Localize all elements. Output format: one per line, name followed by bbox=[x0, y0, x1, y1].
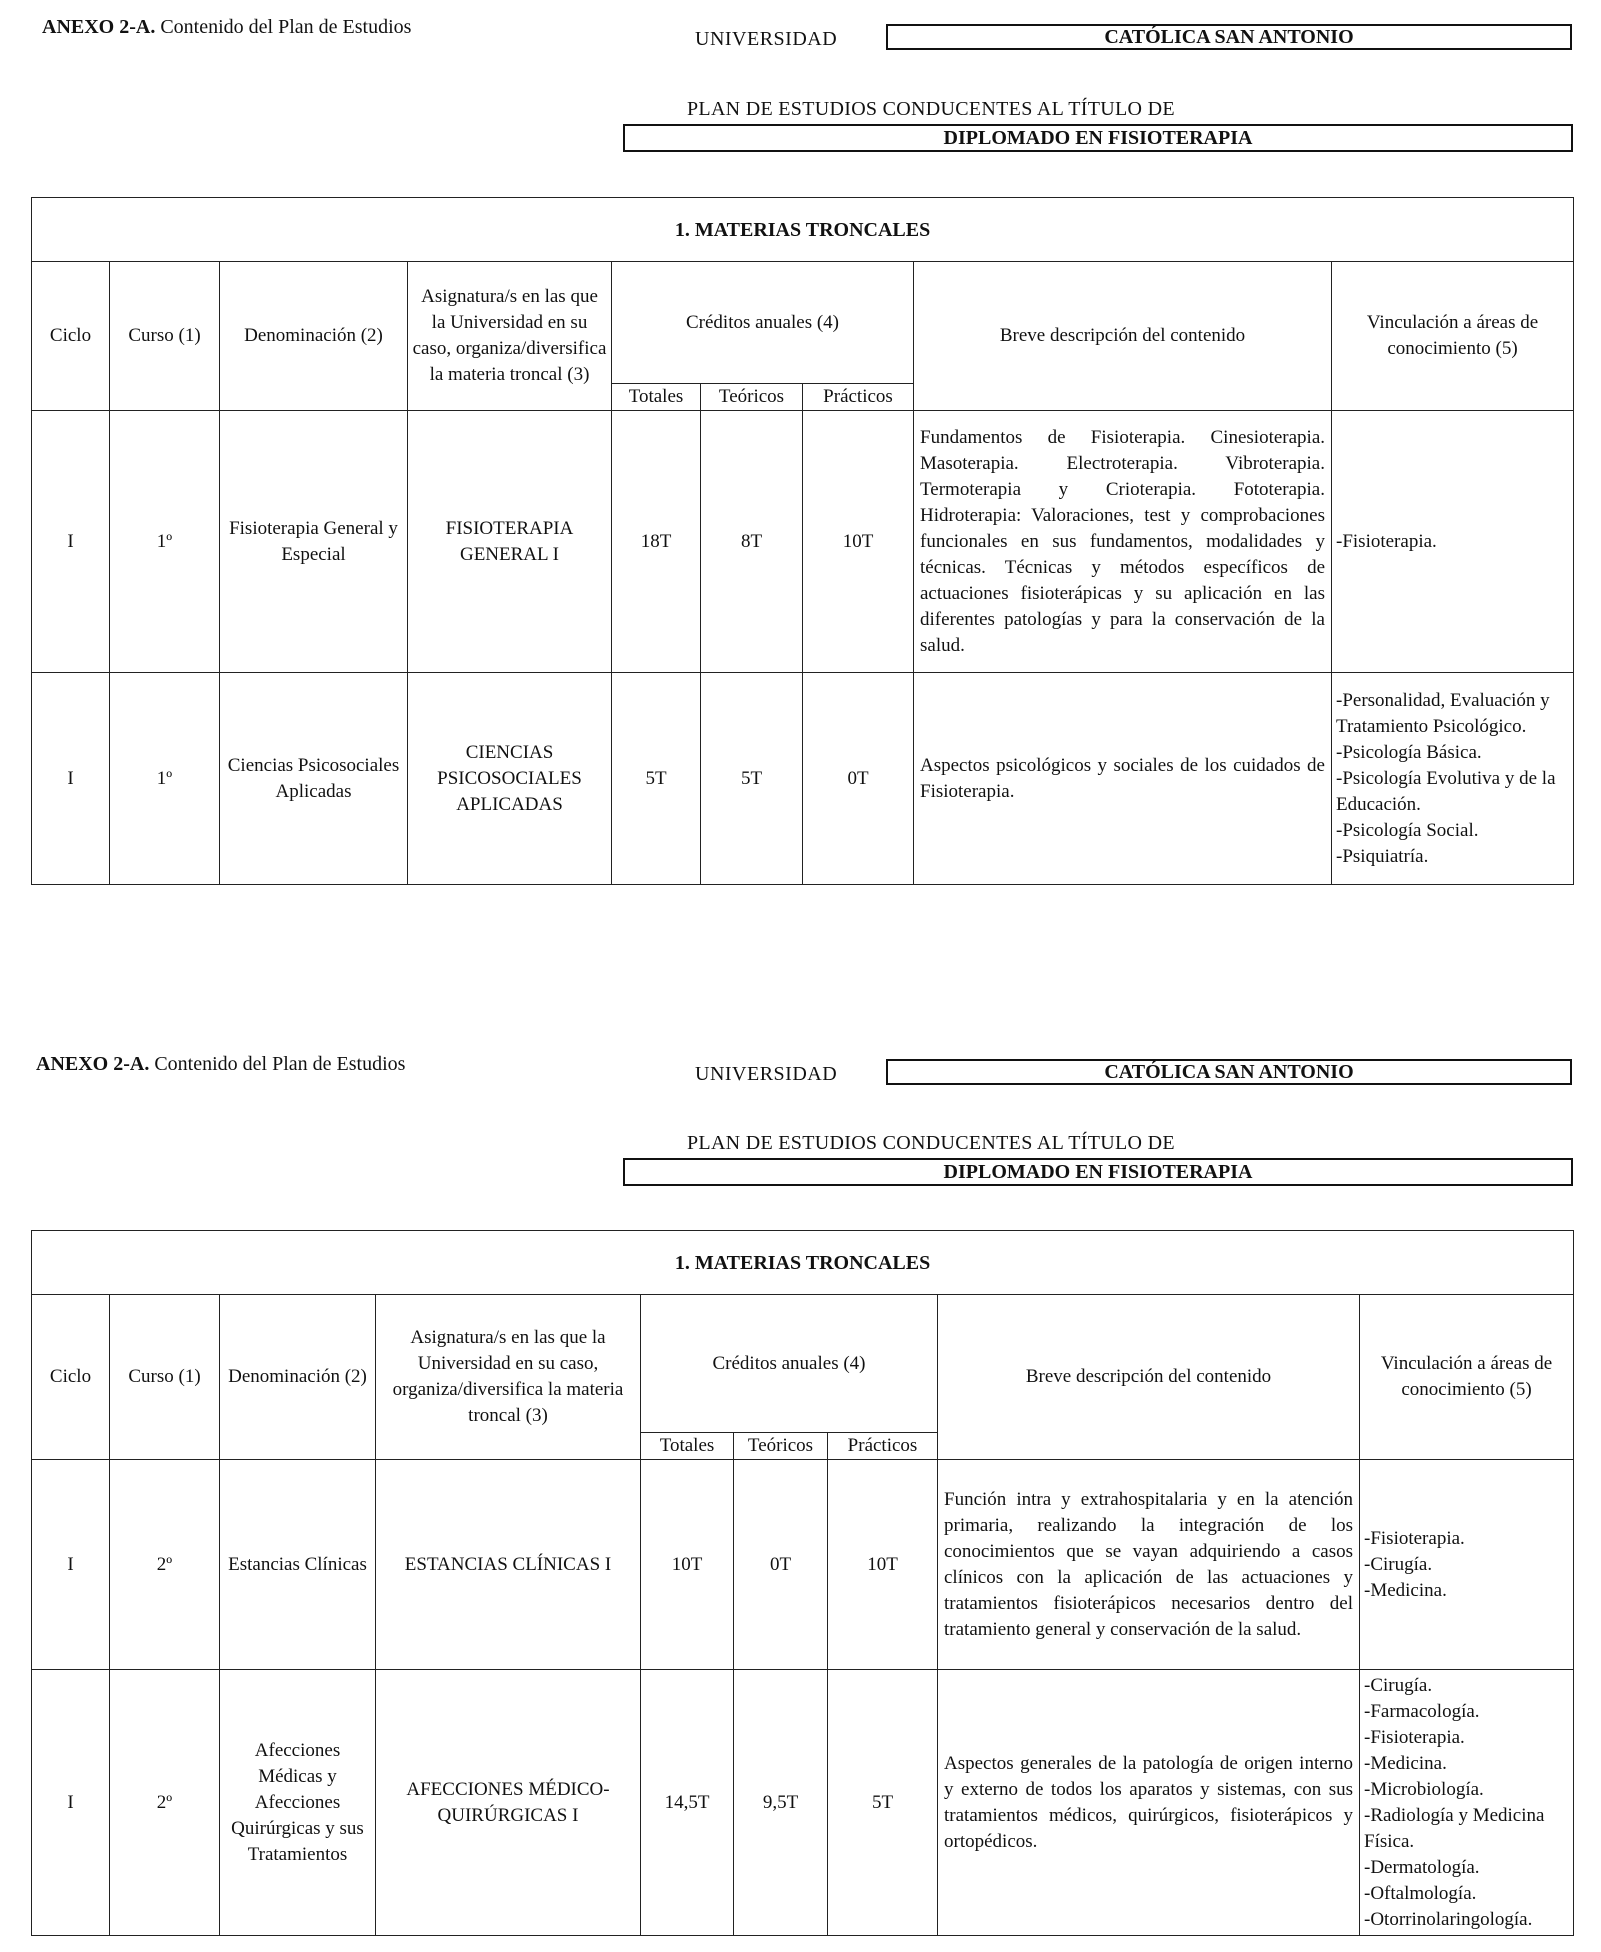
cell-curso: 2º bbox=[110, 1670, 220, 1936]
vinculacion-item: -Psicología Básica. bbox=[1336, 741, 1482, 763]
universidad-name: CATÓLICA SAN ANTONIO bbox=[886, 1059, 1572, 1085]
cell-vinculacion bbox=[1332, 411, 1574, 673]
universidad-label: UNIVERSIDAD bbox=[695, 28, 838, 50]
vinculacion-item: -Otorrinolaringología. bbox=[1364, 1908, 1533, 1930]
vinculacion-item: -Psiquiatría. bbox=[1336, 845, 1429, 867]
vinculacion-item: -Farmacología. bbox=[1364, 1700, 1480, 1722]
header-creditos: Créditos anuales (4) bbox=[641, 1295, 938, 1433]
header-practicos: Prácticos bbox=[828, 1433, 938, 1460]
header-practicos: Prácticos bbox=[803, 384, 914, 411]
vinculacion-item: -Oftalmología. bbox=[1364, 1882, 1477, 1904]
vinculacion-item: -Medicina. bbox=[1364, 1752, 1447, 1774]
anexo-bold: ANEXO 2-A. bbox=[36, 1053, 150, 1075]
plan-label: PLAN DE ESTUDIOS CONDUCENTES AL TÍTULO DE bbox=[687, 1132, 1175, 1154]
materias-table bbox=[31, 197, 1574, 885]
cell-teoricos: 5T bbox=[701, 673, 803, 885]
cell-descripcion: Aspectos psicológicos y sociales de los cuidados de Fisioterapia. bbox=[914, 673, 1332, 885]
cell-curso: 1º bbox=[110, 411, 220, 673]
vinculacion-item: -Dermatología. bbox=[1364, 1856, 1480, 1878]
cell-practicos: 5T bbox=[828, 1670, 938, 1936]
cell-ciclo: I bbox=[32, 411, 110, 673]
vinculacion-item: -Microbiología. bbox=[1364, 1778, 1484, 1800]
header-ciclo: Ciclo bbox=[32, 1295, 110, 1460]
header-teoricos: Teóricos bbox=[734, 1433, 828, 1460]
cell-denominacion: Ciencias Psicosociales Aplicadas bbox=[220, 673, 408, 885]
header-curso: Curso (1) bbox=[110, 1295, 220, 1460]
cell-denominacion: Fisioterapia General y Especial bbox=[220, 411, 408, 673]
vinculacion-item: -Medicina. bbox=[1364, 1579, 1447, 1601]
cell-practicos: 10T bbox=[828, 1460, 938, 1670]
cell-denominacion: Afecciones Médicas y Afecciones Quirúrgicas y sus Tratamientos bbox=[220, 1670, 376, 1936]
header-asignatura: Asignatura/s en las que la Universidad en su caso, organiza/diversifica la materia troncal (3) bbox=[376, 1295, 641, 1460]
cell-practicos: 10T bbox=[803, 411, 914, 673]
vinculacion-item: -Psicología Social. bbox=[1336, 819, 1479, 841]
header-denominacion: Denominación (2) bbox=[220, 1295, 376, 1460]
vinculacion-item: -Fisioterapia. bbox=[1364, 1527, 1465, 1549]
header-descripcion: Breve descripción del contenido bbox=[914, 262, 1332, 411]
anexo-heading bbox=[36, 1053, 405, 1076]
vinculacion-item: -Personalidad, Evaluación y Tratamiento Psicológico. bbox=[1336, 689, 1550, 737]
anexo-rest: Contenido del Plan de Estudios bbox=[155, 16, 412, 38]
header-denominacion: Denominación (2) bbox=[220, 262, 408, 411]
section-title: 1. MATERIAS TRONCALES bbox=[32, 198, 1574, 262]
cell-descripcion: Función intra y extrahospitalaria y en la atención primaria, realizando la integración de los conocimientos que se vayan adquiriendo a casos clínicos con la aplicación de las actuaciones y tratamientos fisioterápicos necesarios dentro del tratamiento general y conservación de la salud. bbox=[938, 1460, 1360, 1670]
cell-totales: 10T bbox=[641, 1460, 734, 1670]
vinculacion-item: -Fisioterapia. bbox=[1364, 1726, 1465, 1748]
header-creditos: Créditos anuales (4) bbox=[612, 262, 914, 384]
cell-curso: 2º bbox=[110, 1460, 220, 1670]
cell-vinculacion bbox=[1360, 1460, 1574, 1670]
titulo-box: DIPLOMADO EN FISIOTERAPIA bbox=[623, 124, 1573, 152]
cell-ciclo: I bbox=[32, 1670, 110, 1936]
materias-table bbox=[31, 1230, 1574, 1936]
cell-descripcion: Fundamentos de Fisioterapia. Cinesioterapia. Masoterapia. Electroterapia. Vibroterapia. Termoterapia y Crioterapia. Fototerapia. Hidroterapia: Valoraciones, test y comprobaciones funcionales en sus fundamentos, modalidades y técnicas. Técnicas y métodos específicos de actuaciones fisioterápicas y su aplicación en las diferentes patologías y para la conservación de la salud. bbox=[914, 411, 1332, 673]
cell-totales: 18T bbox=[612, 411, 701, 673]
table-row bbox=[32, 1460, 1574, 1670]
plan-label: PLAN DE ESTUDIOS CONDUCENTES AL TÍTULO DE bbox=[687, 98, 1175, 120]
section-title: 1. MATERIAS TRONCALES bbox=[32, 1231, 1574, 1295]
vinculacion-item: -Psicología Evolutiva y de la Educación. bbox=[1336, 767, 1556, 815]
table-row bbox=[32, 673, 1574, 885]
table-row bbox=[32, 1670, 1574, 1936]
cell-asignatura: AFECCIONES MÉDICO-QUIRÚRGICAS I bbox=[376, 1670, 641, 1936]
header-asignatura: Asignatura/s en las que la Universidad en su caso, organiza/diversifica la materia troncal (3) bbox=[408, 262, 612, 411]
cell-teoricos: 0T bbox=[734, 1460, 828, 1670]
anexo-bold: ANEXO 2-A. bbox=[42, 16, 156, 38]
titulo-box: DIPLOMADO EN FISIOTERAPIA bbox=[623, 1158, 1573, 1186]
cell-teoricos: 9,5T bbox=[734, 1670, 828, 1936]
header-descripcion: Breve descripción del contenido bbox=[938, 1295, 1360, 1460]
cell-curso: 1º bbox=[110, 673, 220, 885]
cell-denominacion: Estancias Clínicas bbox=[220, 1460, 376, 1670]
vinculacion-item: -Cirugía. bbox=[1364, 1674, 1433, 1696]
anexo-heading bbox=[42, 16, 411, 39]
vinculacion-item: -Radiología y Medicina Física. bbox=[1364, 1804, 1545, 1852]
table-row bbox=[32, 411, 1574, 673]
cell-vinculacion bbox=[1332, 673, 1574, 885]
vinculacion-item: -Cirugía. bbox=[1364, 1553, 1433, 1575]
vinculacion-item: -Fisioterapia. bbox=[1336, 530, 1437, 552]
header-totales: Totales bbox=[612, 384, 701, 411]
cell-descripcion: Aspectos generales de la patología de origen interno y externo de todos los aparatos y sistemas, con sus tratamientos médicos, quirúrgicos, fisioterápicos y ortopédicos. bbox=[938, 1670, 1360, 1936]
cell-asignatura: CIENCIAS PSICOSOCIALES APLICADAS bbox=[408, 673, 612, 885]
cell-vinculacion bbox=[1360, 1670, 1574, 1936]
anexo-rest: Contenido del Plan de Estudios bbox=[149, 1053, 406, 1075]
cell-ciclo: I bbox=[32, 673, 110, 885]
header-teoricos: Teóricos bbox=[701, 384, 803, 411]
cell-practicos: 0T bbox=[803, 673, 914, 885]
cell-teoricos: 8T bbox=[701, 411, 803, 673]
cell-totales: 5T bbox=[612, 673, 701, 885]
header-totales: Totales bbox=[641, 1433, 734, 1460]
header-ciclo: Ciclo bbox=[32, 262, 110, 411]
header-vinculacion: Vinculación a áreas de conocimiento (5) bbox=[1332, 262, 1574, 411]
cell-ciclo: I bbox=[32, 1460, 110, 1670]
universidad-name: CATÓLICA SAN ANTONIO bbox=[886, 24, 1572, 50]
header-curso: Curso (1) bbox=[110, 262, 220, 411]
cell-totales: 14,5T bbox=[641, 1670, 734, 1936]
universidad-label: UNIVERSIDAD bbox=[695, 1063, 838, 1085]
cell-asignatura: ESTANCIAS CLÍNICAS I bbox=[376, 1460, 641, 1670]
header-vinculacion: Vinculación a áreas de conocimiento (5) bbox=[1360, 1295, 1574, 1460]
cell-asignatura: FISIOTERAPIA GENERAL I bbox=[408, 411, 612, 673]
